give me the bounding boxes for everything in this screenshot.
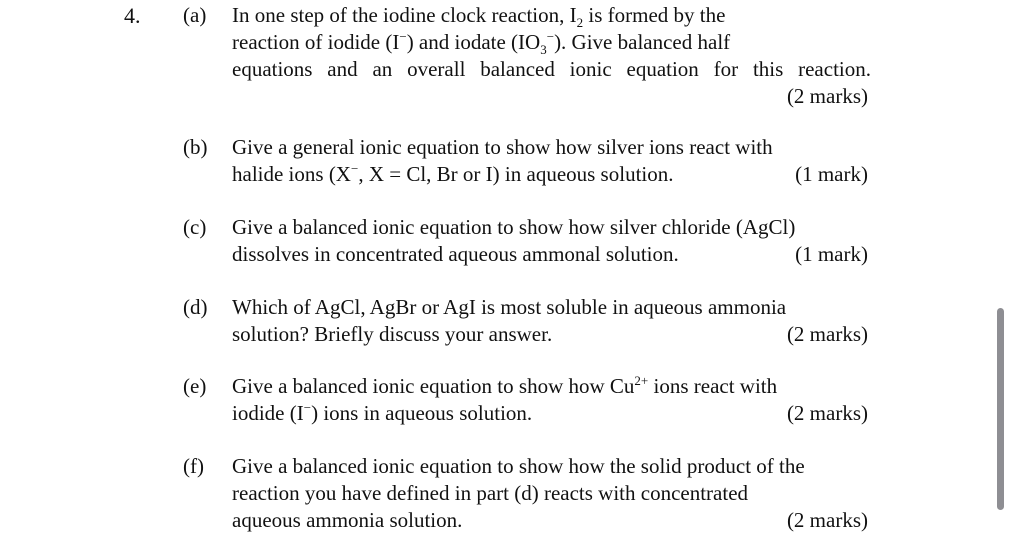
part-a-line-1: In one step of the iodine clock reaction, $I_2$ is formed by the xyxy=(232,3,726,31)
part-e-marks: (2 marks) xyxy=(786,401,868,425)
part-b-marks: (1 mark) xyxy=(795,162,868,186)
part-e-label: (e) xyxy=(183,374,207,398)
part-a-marks: (2 marks) xyxy=(786,84,868,108)
part-d-line-2: solution? Briefly discuss your answer. (2 marks) xyxy=(232,322,868,346)
part-f-marks: (2 marks) xyxy=(786,508,868,532)
part-a-marks-line xyxy=(232,83,872,110)
part-a-line-2: reaction of iodide (I−) and iodate $(IO_3^-)$. Give balanced half xyxy=(232,29,731,58)
part-d-label: (d) xyxy=(183,295,208,319)
part-f-label: (f) xyxy=(183,454,204,478)
part-f-line-1: Give a balanced ionic equation to show how the solid product of the xyxy=(232,454,805,478)
part-e-text xyxy=(232,373,872,427)
part-c-text xyxy=(232,214,872,268)
part-f-text xyxy=(232,453,872,534)
part-d-text xyxy=(232,294,872,348)
part-e-line-1: Give a balanced ionic equation to show how $Cu^{2+}$ ions react with xyxy=(232,373,778,398)
part-a-label: (a) xyxy=(183,3,207,27)
part-b-text xyxy=(232,134,872,188)
part-c-marks: (1 mark) xyxy=(795,242,868,266)
part-b-line-1: Give a general ionic equation to show how silver ions react with xyxy=(232,135,773,159)
part-b-line-2: halide ions (X−, X = Cl, Br or I) in aqueous solution. (1 mark) xyxy=(232,161,868,186)
part-e-line-2: iodide (I−) ions in aqueous solution. (2 marks) xyxy=(232,400,868,425)
part-d-marks: (2 marks) xyxy=(786,322,868,346)
part-b-label: (b) xyxy=(183,135,208,159)
part-c-line-1: Give a balanced ionic equation to show how silver chloride (AgCl) xyxy=(232,215,796,239)
vertical-scrollbar[interactable] xyxy=(997,308,1004,510)
part-d-line-1: Which of AgCl, AgBr or AgI is most soluble in aqueous ammonia xyxy=(232,295,787,319)
part-a-line-3: equations and an overall balanced ionic equation for this reaction. xyxy=(232,57,871,81)
part-a-text xyxy=(232,2,872,110)
question-number: 4. xyxy=(124,3,141,28)
part-f-line-2: reaction you have defined in part (d) reacts with concentrated xyxy=(232,481,749,505)
part-c-label: (c) xyxy=(183,215,207,239)
part-c-line-2: dissolves in concentrated aqueous ammonal solution. (1 mark) xyxy=(232,242,868,266)
part-f-line-3: aqueous ammonia solution. (2 marks) xyxy=(232,508,868,532)
